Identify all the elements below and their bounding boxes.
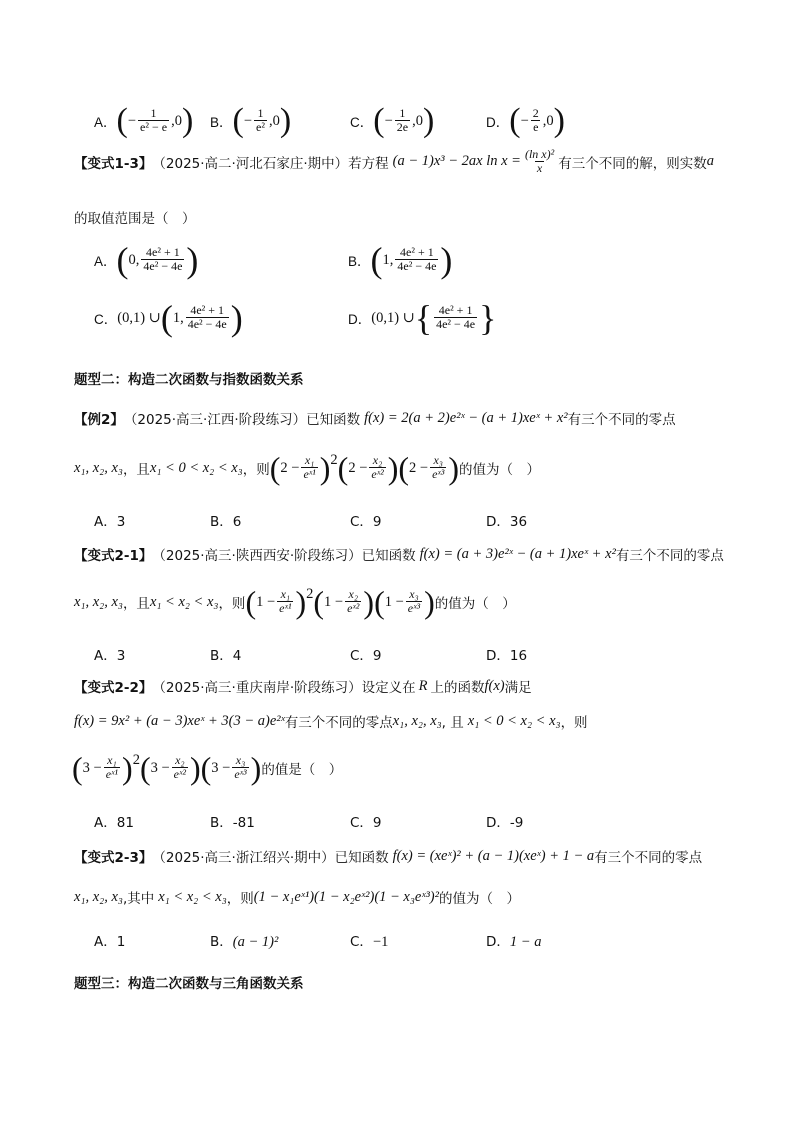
sign: − <box>127 112 137 129</box>
option-label: C． <box>94 312 118 327</box>
variable: R <box>418 677 428 694</box>
stem-text: ，则 <box>218 596 246 612</box>
question-v22-expr: ( 3 − $\frac{\text{x₁}}{\text{eˣ¹}}$ ) 2 ( 3 − $\frac{\text{x₂}}{\text{eˣ²}}$ ) ( 3 − $\frac{\text{x₃}}{\text{eˣ³}}$ ) 的值是（ ） <box>72 750 343 786</box>
fraction: $\frac{2}{e}$ <box>532 106 539 135</box>
option-a: A． ( 0, $\frac{\text{4e² + 1}}{\text{4e² − 4e}}$ ) <box>94 240 199 280</box>
option-label: C． <box>350 115 374 130</box>
stem-text: 的值为（ ） <box>438 891 520 907</box>
question-v22-eq <box>74 711 588 731</box>
tail: ,0 <box>542 112 554 129</box>
stem-text: 的值为（ ） <box>459 462 541 478</box>
equation: f(x) = 2(a + 2)e²ˣ − (a + 1)xeˣ + x² <box>364 409 568 426</box>
sign: − <box>243 112 253 129</box>
stem-text: 若方程 <box>348 155 389 172</box>
question-v13-stem <box>74 148 714 176</box>
interval-union: (0,1) ∪ <box>371 309 415 326</box>
question-tag: 【变式2-1】 <box>74 548 153 564</box>
variables: x₁, x₂, x₃ <box>392 712 442 729</box>
option-d: D．-9 <box>486 815 524 831</box>
expr-lead: 3 − <box>211 759 231 776</box>
fraction: $\frac{\text{(ln x)²}}{x}$ <box>524 147 555 176</box>
condition: x₁ < x₂ < x₃ <box>149 593 219 610</box>
option-b: B．4 <box>210 648 242 664</box>
stem-text: ，则 <box>242 462 270 478</box>
fraction: $\frac{1}{\text{e² − e}}$ <box>140 106 168 135</box>
equation: f(x) = (xeˣ)² + (a − 1)(xeˣ) + 1 − a <box>392 847 595 864</box>
stem-text: 已知函数 <box>334 850 389 866</box>
question-v21-stem <box>74 544 724 564</box>
option-label: B． <box>348 254 371 269</box>
exponent: 2 <box>330 452 338 468</box>
interval-start: 1, <box>172 309 184 326</box>
expr-lead: 3 − <box>82 759 102 776</box>
expr-lead: 1 − <box>384 593 404 610</box>
sign: − <box>384 112 393 129</box>
question-v23-stem <box>74 846 702 866</box>
tail: ,0 <box>171 112 182 129</box>
option-label: D． <box>486 115 510 130</box>
fraction: $\frac{\text{4e² + 1}}{\text{4e² − 4e}}$ <box>187 303 227 332</box>
stem-text: 上的函数 <box>430 680 485 696</box>
stem-text: ，则 <box>226 891 254 907</box>
stem-text: 的值是（ ） <box>261 762 343 778</box>
option-b: B．6 <box>210 514 242 530</box>
exponent: 2 <box>132 752 140 768</box>
stem-text: 有三个不同的零点 <box>594 850 703 866</box>
fraction: $\frac{\text{x₃}}{\text{eˣ³}}$ <box>432 453 445 482</box>
fraction: $\frac{\text{x₁}}{\text{eˣ¹}}$ <box>105 753 119 782</box>
interval-start: 0, <box>128 251 140 268</box>
variable: a <box>706 153 714 170</box>
fraction: $\frac{1}{\text{e²}}$ <box>256 106 265 135</box>
question-tag: 【例2】 <box>74 412 124 428</box>
stem-text: ,其中 <box>122 891 155 907</box>
option-a: A．3 <box>94 648 126 664</box>
fraction: $\frac{\text{4e² + 1}}{\text{4e² − 4e}}$ <box>436 303 476 332</box>
fraction: $\frac{\text{x₃}}{\text{eˣ³}}$ <box>407 587 421 616</box>
option-a: A．81 <box>94 815 134 831</box>
stem-text: 有三个不同的零点 <box>567 412 676 428</box>
condition: x₁ < x₂ < x₃ <box>158 888 227 905</box>
fraction: $\frac{\text{4e² + 1}}{\text{4e² − 4e}}$ <box>143 245 183 274</box>
fraction: $\frac{\text{4e² + 1}}{\text{4e² − 4e}}$ <box>397 245 437 274</box>
question-v22-stem <box>74 676 532 696</box>
stem-text: 有三个不同的解，则实数 <box>558 155 707 172</box>
fraction: $\frac{\text{x₃}}{\text{eˣ³}}$ <box>234 753 247 782</box>
question-v21-cond: x₁, x₂, x₃ ，且 x₁ < x₂ < x₃ ，则 ( 1 − $\frac{\text{x₁}}{\text{eˣ¹}}$ ) 2 ( 1 − $\frac{\text{x₂}}{\text{eˣ²}}$ ) ( 1 − $\frac{\text{x₃}}{\text{eˣ³}}$ ) 的值为（ ） <box>74 584 516 620</box>
equation: f(x) = 9x² + (a − 3)xeˣ + 3(3 − a)e²ˣ <box>74 712 285 729</box>
question-tag: 【变式1-3】 <box>74 155 153 172</box>
expr-lead: 2 − <box>409 459 429 476</box>
tail: ,0 <box>412 112 423 129</box>
equation: f(x) = (a + 3)e²ˣ − (a + 1)xeˣ + x² <box>419 545 616 562</box>
question-ex2-cond: x₁, x₂, x₃ ，且 x₁ < 0 < x₂ < x₃ ，则 ( 2 − $\frac{\text{x₁}}{\text{eˣ¹}}$ ) 2 ( 2 − $\frac{\text{x₂}}{\text{eˣ²}}$ ) ( 2 − $\frac{\text{x₃}}{\text{eˣ³}}$ ) 的值为（ ） <box>74 450 541 486</box>
option-c: C．9 <box>350 648 382 664</box>
option-a: A．3 <box>94 514 126 530</box>
expression: (1 − x₁eˣ¹)(1 − x₂eˣ²)(1 − x₃eˣ³)² <box>253 888 439 905</box>
option-c: C． (0,1) ∪ ( 1, $\frac{\text{4e² + 1}}{\text{4e² − 4e}}$ ) <box>94 298 243 338</box>
expr-lead: 2 − <box>348 459 368 476</box>
stem-text: 的值为（ ） <box>434 596 516 612</box>
question-v23-cond <box>74 887 520 907</box>
option-d: D．16 <box>486 648 528 664</box>
condition: x₁ < 0 < x₂ < x₃ <box>149 459 243 476</box>
question-source: （2025·高三·重庆南岸·阶段练习） <box>152 680 362 696</box>
question-tag: 【变式2-3】 <box>74 850 153 866</box>
stem-text: 有三个不同的零点 <box>284 715 393 731</box>
tail: ,0 <box>268 112 280 129</box>
stem-text: 已知函数 <box>306 412 361 428</box>
option-d: D． ( − $\frac{2}{e}$ ,0 ) <box>486 102 565 139</box>
option-b: B．-81 <box>210 815 255 831</box>
option-a: A．1 <box>94 934 126 950</box>
option-d: D．1 − a <box>486 934 542 950</box>
option-a: A． ( − $\frac{1}{\text{e² − e}}$ ,0 ) <box>94 102 194 139</box>
section-title: 题型三：构造二次函数与三角函数关系 <box>74 976 304 992</box>
option-b: B． ( 1, $\frac{\text{4e² + 1}}{\text{4e² − 4e}}$ ) <box>348 240 453 280</box>
fraction: $\frac{\text{x₂}}{\text{eˣ²}}$ <box>347 587 360 616</box>
question-source: （2025·高三·陕西西安·阶段练习） <box>152 548 362 564</box>
option-d: D． (0,1) ∪ { $\frac{\text{4e² + 1}}{\text{4e² − 4e}}$ } <box>348 298 497 338</box>
function: f(x) <box>484 677 505 694</box>
interval-union: (0,1) ∪ <box>117 309 161 326</box>
exponent: 2 <box>306 586 314 602</box>
option-c: C． ( − $\frac{1}{2e}$ ,0 ) <box>350 102 435 139</box>
question-tag: 【变式2-2】 <box>74 680 153 696</box>
fraction: $\frac{\text{x₂}}{\text{eˣ²}}$ <box>371 453 384 482</box>
fraction: $\frac{\text{x₂}}{\text{eˣ²}}$ <box>173 753 186 782</box>
stem-text: ，且 <box>122 596 150 612</box>
section-title: 题型二：构造二次函数与指数函数关系 <box>74 372 304 388</box>
condition: x₁ < 0 < x₂ < x₃ <box>467 712 561 729</box>
stem-text: 满足 <box>504 680 532 696</box>
stem-text: ，且 <box>122 462 150 478</box>
option-c: C．9 <box>350 815 382 831</box>
question-ex2-stem <box>74 408 676 428</box>
stem-text: , 且 <box>441 715 464 731</box>
option-label: D． <box>348 312 372 327</box>
equation: (a − 1)x³ − 2ax ln x = <box>392 153 521 170</box>
question-source: （2025·高三·江西·阶段练习） <box>123 412 307 428</box>
option-d: D．36 <box>486 514 528 530</box>
option-b: B． ( − $\frac{1}{\text{e²}}$ ,0 ) <box>210 102 292 139</box>
option-b: B．(a − 1)² <box>210 934 279 950</box>
stem-text: ，则 <box>560 715 588 731</box>
question-source: （2025·高二·河北石家庄·期中） <box>152 155 349 172</box>
variables: x₁, x₂, x₃ <box>74 459 123 476</box>
question-source: （2025·高三·浙江绍兴·期中） <box>152 850 335 866</box>
sign: − <box>520 112 529 129</box>
variables: x₁, x₂, x₃ <box>74 593 123 610</box>
interval-start: 1, <box>382 251 394 268</box>
stem-text: 有三个不同的零点 <box>615 548 724 564</box>
expr-lead: 1 − <box>256 593 276 610</box>
option-label: B． <box>210 115 233 130</box>
fraction: $\frac{\text{x₁}}{\text{eˣ¹}}$ <box>303 453 316 482</box>
stem-text: 已知函数 <box>361 548 416 564</box>
stem-text: 设定义在 <box>361 680 416 696</box>
fraction: $\frac{1}{2e}$ <box>396 106 409 135</box>
expr-lead: 3 − <box>150 759 170 776</box>
option-c: C．−1 <box>350 934 389 950</box>
fraction: $\frac{\text{x₁}}{\text{eˣ¹}}$ <box>279 587 292 616</box>
option-label: A． <box>94 115 117 130</box>
expr-lead: 2 − <box>280 459 300 476</box>
question-v13-stem-cont: 的取值范围是（ ） <box>74 211 196 227</box>
option-c: C．9 <box>350 514 382 530</box>
variables: x₁, x₂, x₃ <box>74 888 123 905</box>
expr-lead: 1 − <box>324 593 344 610</box>
option-label: A． <box>94 254 117 269</box>
